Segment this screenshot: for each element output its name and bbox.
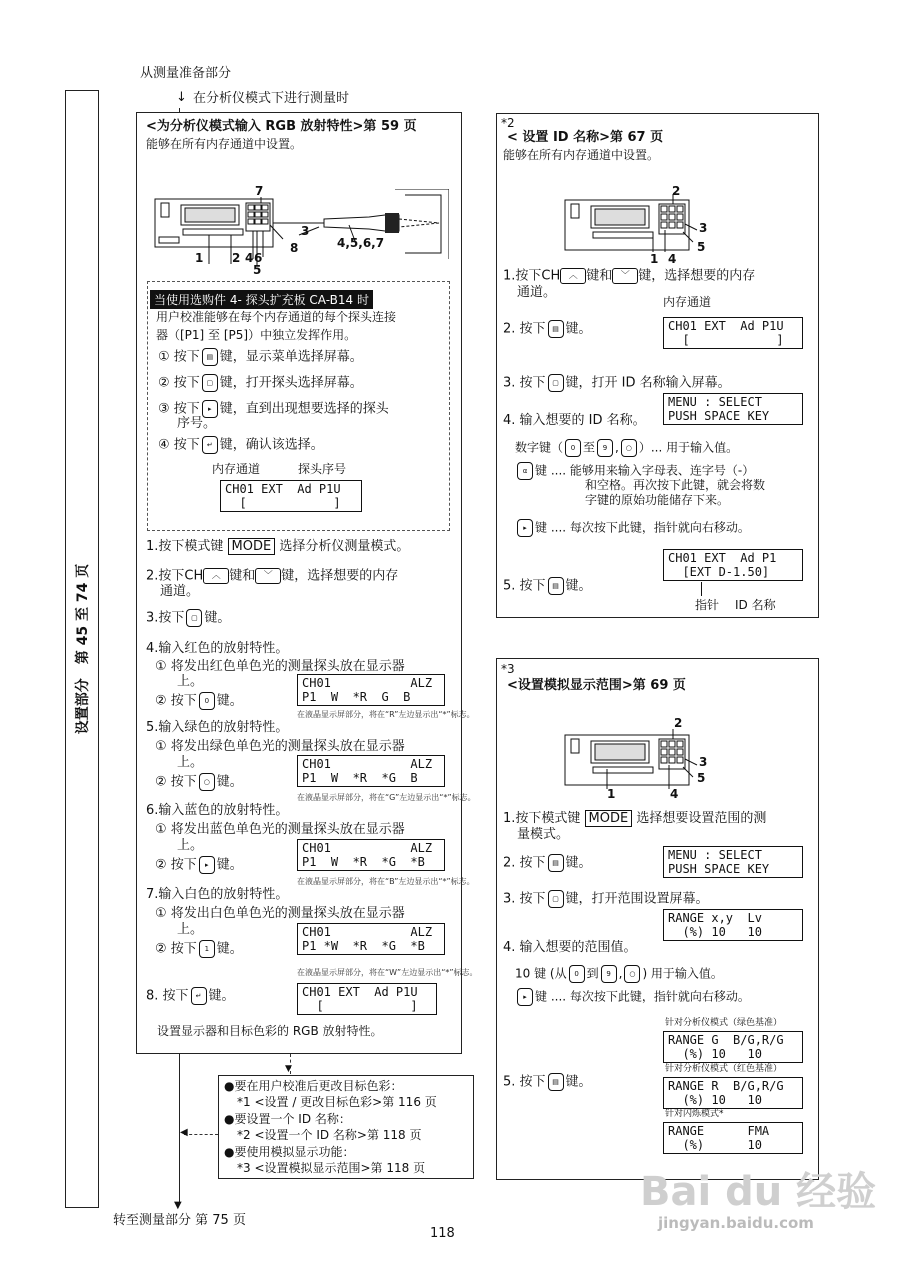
instrument-diagram	[561, 725, 711, 795]
label-pointer: 指针	[695, 598, 720, 612]
callout-4: 4	[668, 252, 677, 266]
left-footer: 设置显示器和目标色彩的 RGB 放射特性。	[157, 1024, 383, 1038]
step-2-cont: 通道。	[160, 584, 200, 599]
enter-key-icon[interactable]: ↵	[191, 987, 207, 1005]
callout-4: 4	[670, 787, 679, 801]
alpha-key-icon[interactable]: α	[517, 462, 533, 480]
note-2-link[interactable]: *2 <设置一个 ID 名称>第 118 页	[237, 1128, 422, 1142]
note-3: ●要使用模拟显示功能：	[224, 1145, 355, 1159]
left-title: <为分析仪模式输入 RGB 放射特性>第 59 页	[146, 119, 417, 134]
watermark-url: jingyan.baidu.com	[658, 1214, 814, 1232]
sidebar-label: 设置部分 第 45 至 74 页	[75, 563, 91, 735]
label-flicker: 针对闪烁模式*	[665, 1109, 724, 1119]
r1-step-2: 2. 按下 ▤ 键。	[503, 321, 592, 337]
menu-key-icon[interactable]: ▤	[548, 320, 564, 338]
r2-step-1-cont: 量模式。	[517, 827, 570, 842]
red-note: 在液晶显示屏部分，将在“R”左边显示出“*”标志。	[297, 710, 475, 719]
probe-desc-2: 器（[P1] 至 [P5]）中独立发挥作用。	[156, 328, 357, 342]
r2-right-key: ▸ 键 .... 每次按下此键，指针就向右移动。	[515, 988, 750, 1006]
nine-key-icon[interactable]: 9	[597, 439, 613, 457]
callout-5: 5	[253, 263, 262, 277]
notes-box	[218, 1075, 474, 1179]
step-8-lcd: CH01 EXT Ad P1U [ ]	[297, 983, 437, 1015]
page-number: 118	[430, 1226, 455, 1241]
probe-banner: 当使用选购件 4- 探头扩充板 CA-B14 时	[150, 290, 373, 309]
r1-step-1: 1.按下CH ︿ 键和 ﹀ 键，选择想要的内存	[503, 268, 756, 284]
ch-down-key-icon[interactable]: ﹀	[255, 568, 281, 584]
callout-4567: 4,5,6,7	[337, 236, 385, 250]
step-5-title: 5.输入绿色的放射特性。	[146, 720, 289, 735]
white-note: 在液晶显示屏部分，将在“W”左边显示出“*”标志。	[297, 968, 478, 977]
r1-alpha-2: 和空格。再次按下此键，就会将数	[585, 478, 766, 492]
pointer-line	[701, 582, 702, 596]
blue-key-icon[interactable]: ▸	[517, 519, 533, 537]
step-4-title: 4.输入红色的放射特性。	[146, 641, 289, 656]
probe-lcd: CH01 EXT Ad P1U [ ]	[220, 480, 362, 512]
step-5b: ② 按下 ○ 键。	[155, 774, 243, 790]
step-6a-cont: 上。	[177, 838, 204, 853]
mode-key[interactable]: MODE	[228, 538, 276, 555]
probe-step-2: ② 按下 ▢ 键，打开探头选择屏幕。	[158, 375, 363, 391]
r1-right-key: ▸ 键 .... 每次按下此键，指针就向右移动。	[515, 519, 750, 537]
white-lcd: CH01 ALZ P1 *W *R *G *B	[297, 923, 445, 955]
red-lcd: CH01 ALZ P1 W *R G B	[297, 674, 445, 706]
r1-lcd-2: CH01 EXT Ad P1U [ ]	[663, 317, 803, 349]
label-memory-channel: 内存通道	[663, 295, 712, 309]
note-1: ●要在用户校准后更改目标色彩：	[224, 1079, 403, 1093]
left-subtitle: 能够在所有内存通道中设置。	[146, 137, 303, 151]
ch-down-key-icon[interactable]: ﹀	[612, 268, 638, 284]
r2-ten-keys: 10 键 (从 0 到 9 , ○ ) 用于输入值。	[515, 965, 723, 983]
callout-3: 3	[301, 224, 310, 238]
green-key-icon[interactable]: ○	[624, 965, 640, 983]
step-6b: ② 按下 ▸ 键。	[155, 857, 243, 873]
r1-lcd-5: CH01 EXT Ad P1 [EXT D-1.50]	[663, 549, 803, 581]
r1-step-5: 5. 按下 ▤ 键。	[503, 578, 592, 594]
sidebar-setting-section	[65, 90, 99, 1208]
white-1-key-icon[interactable]: 1	[199, 940, 215, 958]
space-cal-key-icon[interactable]: ▢	[186, 609, 202, 627]
r1-step-4: 4. 输入想要的 ID 名称。	[503, 413, 646, 428]
step-6-title: 6.输入蓝色的放射特性。	[146, 803, 289, 818]
instrument-diagram	[149, 189, 449, 279]
callout-8: 8	[290, 241, 299, 255]
red-0-key-icon[interactable]: 0	[569, 965, 585, 983]
r2-step-3: 3. 按下 ▢ 键，打开范围设置屏幕。	[503, 891, 709, 907]
to-measure-label: 转至测量部分 第 75 页	[113, 1213, 246, 1228]
callout-1: 1	[650, 252, 659, 266]
right1-title: < 设置 ID 名称>第 67 页	[507, 130, 664, 145]
probe-step-3: ③ 按下 ▸ 键，直到出现想要选择的探头	[158, 401, 389, 417]
step-7a-cont: 上。	[177, 922, 204, 937]
menu-key-icon[interactable]: ▤	[548, 1073, 564, 1091]
blue-lcd: CH01 ALZ P1 W *R *G *B	[297, 839, 445, 871]
callout-1: 1	[195, 251, 204, 265]
blue-key-icon[interactable]: ▸	[199, 856, 215, 874]
probe-desc-1: 用户校准能够在每个内存通道的每个探头连接	[156, 310, 397, 324]
nine-key-icon[interactable]: 9	[601, 965, 617, 983]
label-green-ref: 针对分析仪模式（绿色基准）	[665, 1018, 783, 1028]
r2-lcd-2: MENU : SELECT PUSH SPACE KEY	[663, 846, 803, 878]
r2-step-1: 1.按下模式键 MODE 选择想要设置范围的测	[503, 811, 767, 826]
step-4b: ② 按下 0 键。	[155, 693, 243, 709]
step-1: 1.按下模式键 MODE 选择分析仪测量模式。	[146, 539, 410, 554]
analog-range-box	[496, 658, 819, 1180]
callout-5: 5	[697, 240, 706, 254]
step-7b: ② 按下 1 键。	[155, 941, 243, 957]
step-6a: ① 将发出蓝色单色光的测量探头放在显示器	[155, 822, 405, 837]
instrument-diagram	[561, 190, 711, 260]
probe-step-3-cont: 序号。	[177, 416, 217, 431]
blue-key-icon[interactable]: ▸	[202, 400, 218, 418]
callout-2: 2	[672, 184, 681, 198]
step-5a: ① 将发出绿色单色光的测量探头放在显示器	[155, 739, 405, 754]
step-7-title: 7.输入白色的放射特性。	[146, 887, 289, 902]
right2-title: <设置模拟显示范围>第 69 页	[507, 678, 686, 693]
green-key-icon[interactable]: ○	[199, 773, 215, 791]
analyzer-mode-label: 在分析仪模式下进行测量时	[193, 91, 350, 106]
callout-4: 4	[245, 251, 254, 265]
callout-1: 1	[607, 787, 616, 801]
menu-key-icon[interactable]: ▤	[548, 854, 564, 872]
label-id-name: ID 名称	[735, 598, 776, 612]
from-prep-label: 从测量准备部分	[140, 66, 232, 81]
label-probe-number: 探头序号	[298, 462, 347, 476]
r1-step-1-cont: 通道。	[517, 285, 557, 300]
r2-lcd-flicker: RANGE FMA (%) 10	[663, 1122, 803, 1154]
ch-up-key-icon[interactable]: ︿	[560, 268, 586, 284]
callout-3: 3	[699, 755, 708, 769]
marker-3: *3	[501, 662, 515, 676]
left-arrow-icon: ◀	[180, 1127, 188, 1138]
step-2: 2.按下CH ︿ 键和 ﹀ 键，选择想要的内存	[146, 568, 399, 584]
note-1-link[interactable]: *1 <设置 / 更改目标色彩>第 116 页	[237, 1095, 437, 1109]
dashed-connector	[184, 1134, 218, 1135]
analyzer-rgb-box	[136, 112, 478, 1054]
red-0-key-icon[interactable]: 0	[199, 692, 215, 710]
space-cal-key-icon[interactable]: ▢	[202, 374, 218, 392]
id-name-box	[496, 113, 819, 618]
down-arrow-icon: ↓	[176, 90, 187, 105]
label-red-ref: 针对分析仪模式（红色基准）	[665, 1064, 783, 1074]
space-cal-key-icon[interactable]: ▢	[548, 374, 564, 392]
r2-lcd-red: RANGE R B/G,R/G (%) 10 10	[663, 1077, 803, 1109]
mode-key[interactable]: MODE	[585, 810, 633, 827]
r2-lcd-green: RANGE G B/G,R/G (%) 10 10	[663, 1031, 803, 1063]
callout-3: 3	[699, 221, 708, 235]
blue-note: 在液晶显示屏部分，将在“B”左边显示出“*”标志。	[297, 877, 475, 886]
r1-step-3: 3. 按下 ▢ 键，打开 ID 名称输入屏幕。	[503, 375, 731, 391]
callout-6: 6	[254, 251, 263, 265]
r2-step-5: 5. 按下 ▤ 键。	[503, 1074, 592, 1090]
callout-5: 5	[697, 771, 706, 785]
label-memory-channel: 内存通道	[212, 462, 261, 476]
space-cal-key-icon[interactable]: ▢	[548, 890, 564, 908]
r1-alpha-3: 字键的原始功能储存下来。	[585, 493, 730, 507]
green-key-icon[interactable]: ○	[621, 439, 637, 457]
ch-up-key-icon[interactable]: ︿	[203, 568, 229, 584]
step-5a-cont: 上。	[177, 755, 204, 770]
probe-step-4: ④ 按下 ↵ 键，确认该选择。	[158, 437, 324, 453]
callout-2: 2	[674, 716, 683, 730]
r2-step-4: 4. 输入想要的范围值。	[503, 940, 637, 955]
r1-alpha-1: α 键 .... 能够用来输入字母表、连字号（-）	[515, 462, 754, 480]
callout-2: 2	[232, 251, 241, 265]
watermark-brand: Bai du 经验	[640, 1169, 877, 1215]
r2-lcd-3: RANGE x,y Lv (%) 10 10	[663, 909, 803, 941]
step-8: 8. 按下 ↵ 键。	[146, 988, 235, 1004]
r1-numeric-keys: 数字键（ 0 至 9 , ○ ）... 用于输入值。	[515, 439, 738, 457]
menu-key-icon[interactable]: ▤	[548, 577, 564, 595]
green-lcd: CH01 ALZ P1 W *R *G B	[297, 755, 445, 787]
menu-key-icon[interactable]: ▤	[202, 348, 218, 366]
callout-7: 7	[255, 184, 264, 198]
marker-2: *2	[501, 116, 515, 130]
down-arrow-icon: ▼	[174, 1200, 182, 1211]
step-4a: ① 将发出红色单色光的测量探头放在显示器	[155, 659, 405, 674]
blue-key-icon[interactable]: ▸	[517, 988, 533, 1006]
right1-subtitle: 能够在所有内存通道中设置。	[503, 148, 660, 162]
step-4a-cont: 上。	[177, 674, 204, 689]
note-3-link[interactable]: *3 <设置模拟显示范围>第 118 页	[237, 1161, 426, 1175]
probe-option-box	[147, 281, 450, 531]
down-arrow-icon: ▼	[285, 1064, 292, 1074]
red-0-key-icon[interactable]: 0	[565, 439, 581, 457]
green-note: 在液晶显示屏部分，将在“G”左边显示出“*”标志。	[297, 793, 476, 802]
step-7a: ① 将发出白色单色光的测量探头放在显示器	[155, 906, 405, 921]
r2-step-2: 2. 按下 ▤ 键。	[503, 855, 592, 871]
enter-key-icon[interactable]: ↵	[202, 436, 218, 454]
step-3: 3.按下 ▢ 键。	[146, 610, 231, 626]
probe-step-1: ① 按下 ▤ 键，显示菜单选择屏幕。	[158, 349, 363, 365]
note-2: ●要设置一个 ID 名称：	[224, 1112, 351, 1126]
r1-lcd-3: MENU : SELECT PUSH SPACE KEY	[663, 393, 803, 425]
